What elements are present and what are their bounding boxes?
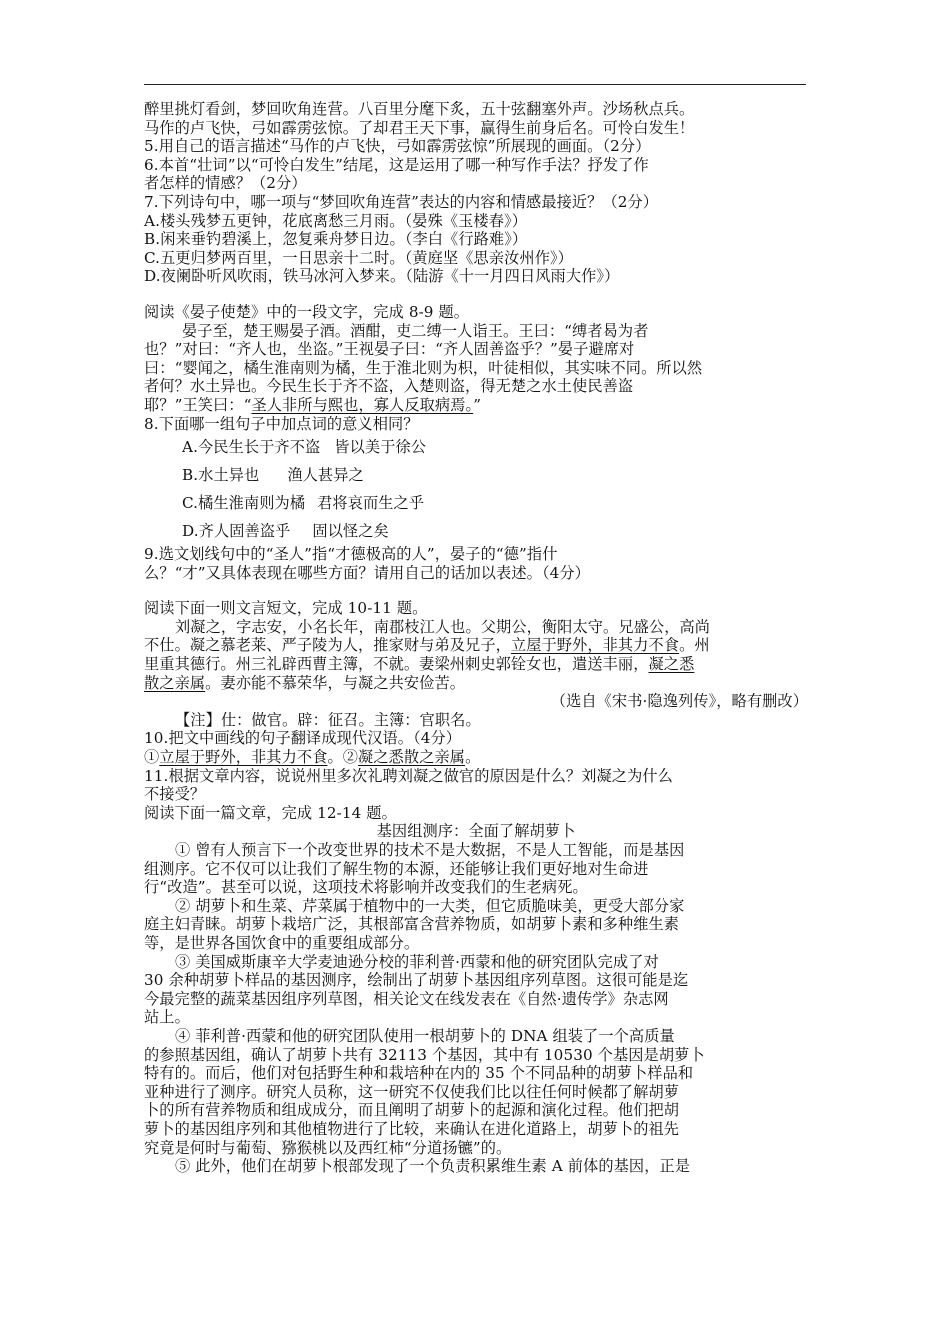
question-7-option-b: B.闲来垂钓碧溪上，忽复乘舟梦日边。（李白《行路难》） [144,230,528,249]
liuning-passage-line-2 [144,636,808,655]
liuning-text: 不仕。凝之慕老莱、严子陵为人，推家财与弟及兄子， [144,636,511,655]
yanzi-intro: 阅读《晏子使楚》中的一段文字，完成 8-9 题。 [144,302,470,321]
article-p3-line-1: ③ 美国威斯康辛大学麦迪逊分校的菲利普·西蒙和他的研究团队完成了对 [175,952,659,971]
article-p1-line-2: 组测序。它不仅可以让我们了解生物的本源，还能够让我们更好地对生命进 [144,859,649,878]
question-8-option-a [144,433,808,461]
article-p4-line-4: 亚种进行了测序。研究人员称，这一研究不仅使我们比以往任何时候都了解胡萝 [144,1082,680,1101]
liuning-underlined-sentence-2-cont: 散之亲属 [144,673,206,692]
liuning-note: 【注】仕：做官。辟：征召。主簿：官职名。 [175,710,481,729]
question-7-option-c: C.五更归梦两百里，一日思亲十二时。（黄庭坚《思亲汝州作》） [144,248,573,267]
liuning-intro: 阅读下面一则文言短文，完成 10-11 题。 [144,599,428,618]
question-8: 8.下面哪一组句子中加点词的意义相同？ [144,414,419,433]
yanzi-underlined-sentence: 圣人非所与熙也，寡人反取病焉。 [251,395,474,414]
question-8-option-b [144,461,808,489]
article-p1-line-3: 行“改造”。甚至可以说，这项技术将影响并改变我们的生老病死。 [144,878,588,897]
question-7-option-a: A.楼头残梦五更钟，花底离愁三月雨。（晏殊《玉楼春》） [144,211,527,230]
question-10: 10.把文中画线的句子翻译成现代汉语。（4分） [144,729,462,748]
section-gap [144,582,808,599]
article-p4-line-2: 的参照基因组，确认了胡萝卜共有 32113 个基因，其中有 10530 个基因是胡萝卜 [144,1045,705,1064]
option-c-right: 君将哀而生之乎 [317,494,425,513]
question-10-sentences [144,748,808,767]
liuning-text: 。妻亦能不慕荣华，与凝之共安俭苦。 [205,673,466,692]
article-p2-line-1: ② 胡萝卜和生菜、芹菜属于植物中的一大类，但它质脆味美，更受大部分家 [175,896,685,915]
yanzi-passage-text: ” [473,395,482,414]
article-p4-line-5: 卜的所有营养物质和组成成分，而且阐明了胡萝卜的起源和演化过程。他们把胡 [144,1101,680,1120]
section-gap [144,286,808,303]
liuning-underlined-sentence-1: 立屋于野外，非其力不食 [510,636,680,655]
option-c-left: C.橘生淮南则为橘 [182,494,306,513]
poem-line-1: 醉里挑灯看剑，梦回吹角连营。八百里分麾下炙，五十弦翻塞外声。沙场秋点兵。 [144,100,695,118]
article-p4-line-6: 萝卜的基因组序列和其他植物进行了比较，来确认在进化道路上，胡萝卜的祖先 [144,1119,680,1138]
question-11-line-2: 不接受？ [144,785,206,804]
article-p4-line-1: ④ 菲利普·西蒙和他的研究团队使用一根胡萝卜的 DNA 组装了一个高质量 [175,1026,675,1045]
question-11-line-1: 11.根据文章内容，说说州里多次礼聘刘凝之做官的原因是什么？刘凝之为什么 [144,766,673,785]
question-7-option-d: D.夜阑卧听风吹雨，铁马冰河入梦来。（陆游《十一月四日风雨大作》） [144,267,620,286]
question-8-option-d [144,517,808,545]
question-9-line-2: 么？“才”又具体表现在哪些方面？请用自己的话加以表述。（4分） [144,563,590,582]
liuning-source: （选自《宋书·隐逸列传》，略有删改） [550,692,808,711]
yanzi-passage-line-3: 曰：“婴闻之，橘生淮南则为橘，生于淮北则为枳，叶徒相似，其实味不同。所以然 [144,358,703,377]
question-6-line-2: 者怎样的情感？（2分） [144,174,307,193]
option-b-left: B.水土异也 [182,466,260,485]
question-6-line-1: 6.本首“壮词”以“可怜白发生”结尾，这是运用了哪一种写作手法？抒发了作 [144,155,649,174]
question-5: 5.用自己的语言描述“马作的卢飞快，弓如霹雳弦惊”所展现的画面。（2分） [144,137,651,156]
yanzi-passage-text: 耶？”王笑曰：“ [144,395,252,414]
yanzi-passage-line-4: 者何？水土异也。今民生长于齐不盗，入楚则盗，得无楚之水土使民善盗 [144,377,634,396]
article-p4-line-3: 特有的。而后，他们对包括野生种和栽培种在内的 35 个不同品种的胡萝卜样品和 [144,1064,694,1083]
liuning-passage-line-4 [144,674,808,693]
q10-sentence-1: 立屋于野外，非其力不食 [159,748,328,767]
article-p1-line-1: ① 曾有人预言下一个改变世界的技术不是大数据，不是人工智能，而是基因 [175,841,685,859]
q10-sentence-2: 凝之悉散之亲属 [358,748,466,767]
yanzi-passage-line-5 [144,396,808,415]
article-p2-line-2: 庭主妇青睐。胡萝卜栽培广泛，其根部富含营养物质，如胡萝卜素和多种维生素 [144,915,680,934]
option-d-left: D.齐人固善盗乎 [182,522,291,541]
poem-line-2: 马作的卢飞快，弓如霹雳弦惊。了却君王天下事，赢得生前身后名。可怜白发生！ [144,118,695,137]
liuning-text: 。州 [679,636,710,655]
option-b-right: 渔人甚异之 [287,466,364,485]
article-p4-line-7: 究竟是何时与葡萄、猕猴桃以及西红柿“分道扬镳”的。 [144,1138,512,1157]
header-rule [144,84,806,85]
liuning-underlined-sentence-2: 凝之悉 [648,655,695,674]
article-p3-line-2: 30 余种胡萝卜样品的基因测序，绘制出了胡萝卜基因组序列草图。这很可能是迄 [144,971,689,990]
liuning-passage-line-1: 刘凝之，字志安，小名长年，南郡枝江人也。父期公，衡阳太守。兄盛公，高尚 [175,617,711,636]
article-intro: 阅读下面一篇文章，完成 12-14 题。 [144,803,397,822]
yanzi-passage-line-1: 晏子至，楚王赐晏子酒。酒酣，吏二缚一人诣王。王曰：“缚者曷为者 [182,321,649,340]
article-title: 基因组测序：全面了解胡萝卜 [376,822,576,841]
document-body [144,100,808,1176]
yanzi-passage-line-2: 也？”对曰：“齐人也，坐盗。”王视晏子曰：“齐人固善盗乎？”晏子避席对 [144,340,635,359]
question-9-line-1: 9.选文划线句中的“圣人”指“才德极高的人”，晏子的“德”指什 [144,545,558,564]
question-7: 7.下列诗句中，哪一项与“梦回吹角连营”表达的内容和情感最接近？（2分） [144,192,659,211]
q10-end: 。 [465,748,481,767]
article-p2-line-3: 等，是世界各国饮食中的重要组成部分。 [144,933,420,952]
option-d-right: 固以怪之矣 [312,522,389,541]
option-a-right: 皆以美于徐公 [334,438,427,457]
article-p3-line-4: 站上。 [144,1008,190,1027]
article-p5-line-1: ⑤ 此外，他们在胡萝卜根部发现了一个负责积累维生素 A 前体的基因，正是 [175,1157,691,1176]
q10-marker-2: 。② [327,748,359,767]
liuning-passage-line-3 [144,655,808,674]
option-a-left: A.今民生长于齐不盗 [182,438,321,457]
article-p3-line-3: 今最完整的蔬菜基因组序列草图，相关论文在线发表在《自然·遗传学》杂志网 [144,989,669,1008]
q10-marker-1: ① [144,748,160,767]
liuning-text: 里重其德行。州三礼辟西曹主簿，不就。妻梁州刺史郭铨女也，遣送丰丽， [144,655,649,674]
question-8-option-c [144,489,808,517]
